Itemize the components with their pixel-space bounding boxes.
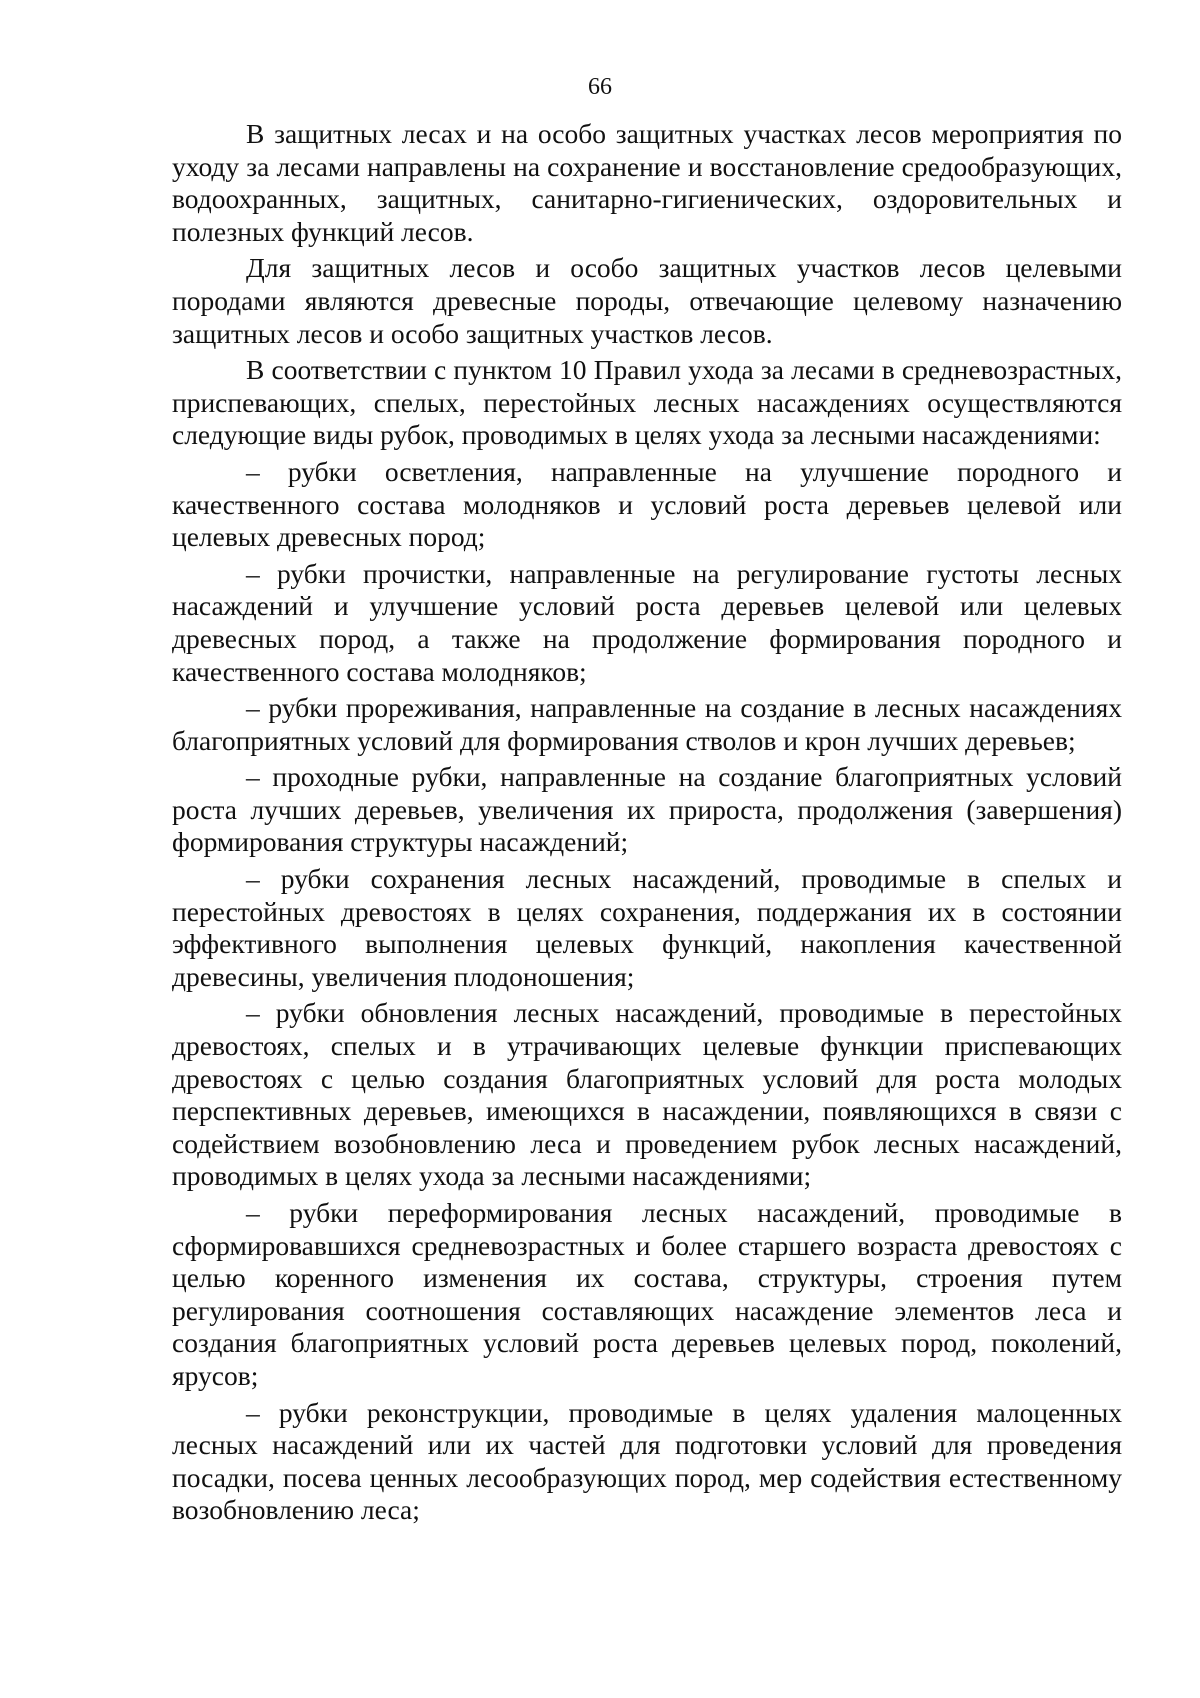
list-item-reformation-felling: – рубки переформирования лесных насаждений, проводимые в сформировавшихся средневозрастных и более старшего возраста древостоях с целью коренного изменения их состава, структуры, строения путем регулирования соотношения составляющих насаждение элементов леса и создания благоприятных условий роста деревьев целевых пород, поколений, ярусов; (172, 1197, 1122, 1391)
document-body (172, 118, 1122, 1531)
list-item-reconstruction-felling: – рубки реконструкции, проводимые в целях удаления малоценных лесных насаждений или их частей для подготовки условий для проведения посадки, посева ценных лесообразующих пород, мер содействия естественному возобновлению леса; (172, 1396, 1122, 1526)
list-item-cleaning-felling: – рубки прочистки, направленные на регулирование густоты лесных насаждений и улучшение условий роста деревьев целевой или целевых древесных пород, а также на продолжение формирования породного и качественного состава молодняков; (172, 557, 1122, 687)
page-number: 66 (588, 74, 612, 100)
paragraph-felling-types-intro: В соответствии с пунктом 10 Правил ухода за лесами в средневозрастных, приспевающих, спелых, перестойных лесных насаждениях осуществляются следующие виды рубок, проводимых в целях ухода за лесными насаждениями: (172, 354, 1122, 451)
list-item-passage-felling: – проходные рубки, направленные на создание благоприятных условий роста лучших деревьев, увеличения их прироста, продолжения (завершения) формирования структуры насаждений; (172, 761, 1122, 858)
list-item-thinning-felling: – рубки прореживания, направленные на создание в лесных насаждениях благоприятных условий для формирования стволов и крон лучших деревьев; (172, 692, 1122, 756)
paragraph-protective-forests-care: В защитных лесах и на особо защитных участках лесов мероприятия по уходу за лесами направлены на сохранение и восстановление средообразующих, водоохранных, защитных, санитарно-гигиенических, оздоровительных и полезных функций лесов. (172, 118, 1122, 247)
paragraph-target-species: Для защитных лесов и особо защитных участков лесов целевыми породами являются древесные породы, отвечающие целевому назначению защитных лесов и особо защитных участков лесов. (172, 252, 1122, 349)
list-item-clarification-felling: – рубки осветления, направленные на улучшение породного и качественного состава молодняков и условий роста деревьев целевой или целевых древесных пород; (172, 455, 1122, 553)
list-item-preservation-felling: – рубки сохранения лесных насаждений, проводимые в спелых и перестойных древостоях в целях сохранения, поддержания их в состоянии эффективного выполнения целевых функций, накопления качественной древесины, увеличения плодоношения; (172, 863, 1122, 992)
list-item-renewal-felling: – рубки обновления лесных насаждений, проводимые в перестойных древостоях, спелых и в утрачивающих целевые функции приспевающих древостоях с целью создания благоприятных условий для роста молодых перспективных деревьев, имеющихся в насаждении, появляющихся в связи с содействием возобновлению леса и проведением рубок лесных насаждений, проводимых в целях ухода за лесными насаждениями; (172, 997, 1122, 1192)
